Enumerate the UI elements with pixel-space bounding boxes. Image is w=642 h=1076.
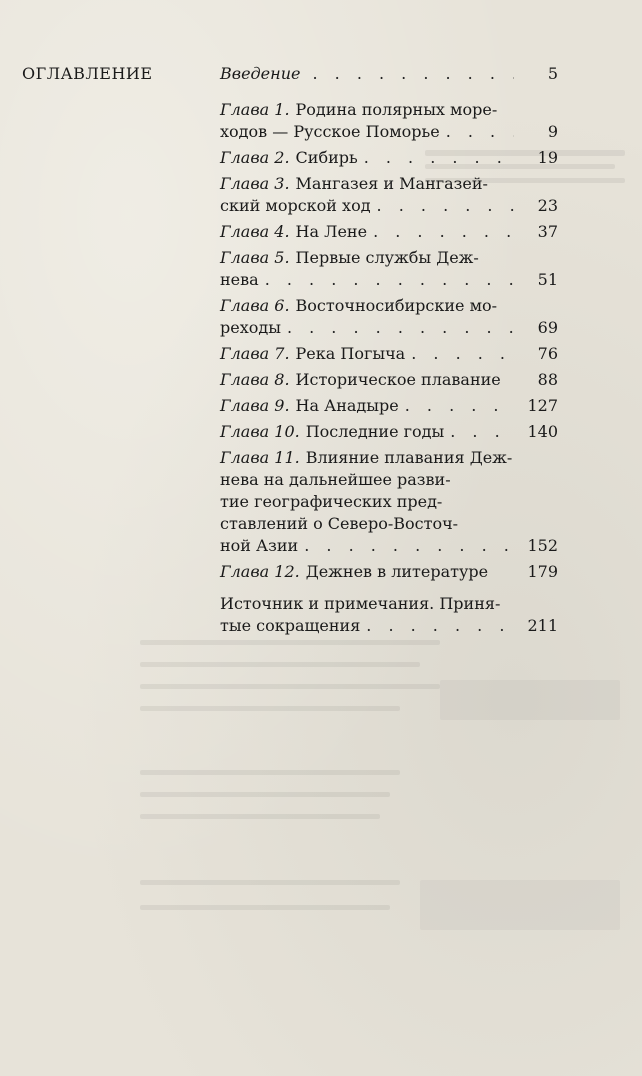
page-number: 37 bbox=[537, 222, 558, 241]
entry-title-line: нева на дальнейшее разви- bbox=[220, 470, 451, 489]
toc-entry-chapter-11[interactable] bbox=[220, 447, 558, 557]
entry-title-line: Источник и примечания. Приня- bbox=[220, 594, 501, 613]
leader-dots bbox=[312, 63, 514, 85]
entry-title-line: тие географических пред- bbox=[220, 492, 443, 511]
toc-entry-chapter-10[interactable] bbox=[220, 421, 558, 443]
toc-entry-chapter-6[interactable] bbox=[220, 295, 558, 339]
toc-entry-sources[interactable] bbox=[220, 593, 558, 637]
page-number: 5 bbox=[547, 64, 558, 83]
leader-dots bbox=[364, 147, 514, 169]
bleed-through-mark bbox=[420, 880, 620, 930]
toc-entry-chapter-9[interactable] bbox=[220, 395, 558, 417]
leader-dots bbox=[287, 317, 514, 339]
toc-entry-chapter-3[interactable] bbox=[220, 173, 558, 217]
entry-label: Глава 7. bbox=[220, 344, 290, 363]
entry-title-line: Сибирь bbox=[295, 148, 358, 167]
entry-title-line: Влияние плавания Деж- bbox=[305, 448, 513, 467]
entry-label: Глава 4. bbox=[220, 222, 290, 241]
page-number: 9 bbox=[547, 122, 558, 141]
leader-dots bbox=[405, 395, 514, 417]
entry-title-line: ский морской ход bbox=[220, 196, 371, 215]
entry-label: Глава 9. bbox=[220, 396, 290, 415]
entry-title-line: нева bbox=[220, 270, 259, 289]
leader-dots bbox=[411, 343, 514, 365]
leader-dots bbox=[450, 421, 514, 443]
toc-entry-chapter-12[interactable] bbox=[220, 561, 558, 583]
entry-label: Глава 6. bbox=[220, 296, 290, 315]
bleed-through-mark bbox=[140, 792, 390, 797]
page-number: 88 bbox=[537, 370, 558, 389]
bleed-through-mark bbox=[140, 684, 440, 689]
entry-title-line: Историческое плавание bbox=[295, 370, 501, 389]
entry-title-line: Восточносибирские мо- bbox=[295, 296, 498, 315]
entry-label: Глава 3. bbox=[220, 174, 290, 193]
entry-title-line: ставлений о Северо-Восточ- bbox=[220, 514, 459, 533]
leader-dots bbox=[377, 195, 514, 217]
entry-title-line: Река Погыча bbox=[295, 344, 406, 363]
entry-title-line: На Анадыре bbox=[295, 396, 399, 415]
entry-title-line: реходы bbox=[220, 318, 281, 337]
entry-label: Глава 12. bbox=[220, 562, 300, 581]
bleed-through-mark bbox=[140, 814, 380, 819]
table-of-contents bbox=[220, 63, 558, 641]
entry-label: Глава 11. bbox=[220, 448, 300, 467]
toc-entry-chapter-8[interactable] bbox=[220, 369, 558, 391]
leader-dots bbox=[265, 269, 514, 291]
entry-label: Глава 2. bbox=[220, 148, 290, 167]
bleed-through-mark bbox=[440, 680, 620, 720]
toc-entry-introduction[interactable] bbox=[220, 63, 558, 85]
bleed-through-mark bbox=[140, 905, 390, 910]
page-number: 23 bbox=[537, 196, 558, 215]
bleed-through-mark bbox=[140, 706, 400, 711]
entry-title-line: На Лене bbox=[295, 222, 368, 241]
bleed-through-mark bbox=[140, 770, 400, 775]
toc-entry-chapter-1[interactable] bbox=[220, 99, 558, 143]
toc-entry-chapter-5[interactable] bbox=[220, 247, 558, 291]
leader-dots bbox=[366, 615, 514, 637]
entry-title-line: Родина полярных море- bbox=[295, 100, 498, 119]
entry-title-line: тые сокращения bbox=[220, 616, 361, 635]
page-number: 140 bbox=[527, 422, 558, 441]
entry-label: Глава 5. bbox=[220, 248, 290, 267]
entry-label: Глава 8. bbox=[220, 370, 290, 389]
page-number: 19 bbox=[537, 148, 558, 167]
entry-title-line: Первые службы Деж- bbox=[295, 248, 479, 267]
toc-entry-chapter-2[interactable] bbox=[220, 147, 558, 169]
contents-heading: ОГЛАВЛЕНИЕ bbox=[22, 64, 153, 83]
bleed-through-mark bbox=[140, 662, 420, 667]
leader-dots bbox=[373, 221, 514, 243]
toc-entry-chapter-7[interactable] bbox=[220, 343, 558, 365]
page-number: 152 bbox=[527, 536, 558, 555]
entry-label: Введение bbox=[220, 64, 301, 83]
page-number: 51 bbox=[537, 270, 558, 289]
page-number: 76 bbox=[537, 344, 558, 363]
entry-title-line: Мангазея и Мангазей- bbox=[295, 174, 488, 193]
entry-label: Глава 1. bbox=[220, 100, 290, 119]
toc-entry-chapter-4[interactable] bbox=[220, 221, 558, 243]
page-number: 211 bbox=[527, 616, 558, 635]
page-number: 127 bbox=[527, 396, 558, 415]
bleed-through-mark bbox=[140, 880, 400, 885]
entry-title-line: Дежнев в литературе bbox=[305, 562, 489, 581]
entry-title-line: ходов — Русское Поморье bbox=[220, 122, 440, 141]
leader-dots bbox=[446, 121, 514, 143]
leader-dots bbox=[304, 535, 514, 557]
page-number: 69 bbox=[537, 318, 558, 337]
entry-title-line: Последние годы bbox=[305, 422, 445, 441]
entry-label: Глава 10. bbox=[220, 422, 300, 441]
page-number: 179 bbox=[527, 562, 558, 581]
entry-title-line: ной Азии bbox=[220, 536, 299, 555]
